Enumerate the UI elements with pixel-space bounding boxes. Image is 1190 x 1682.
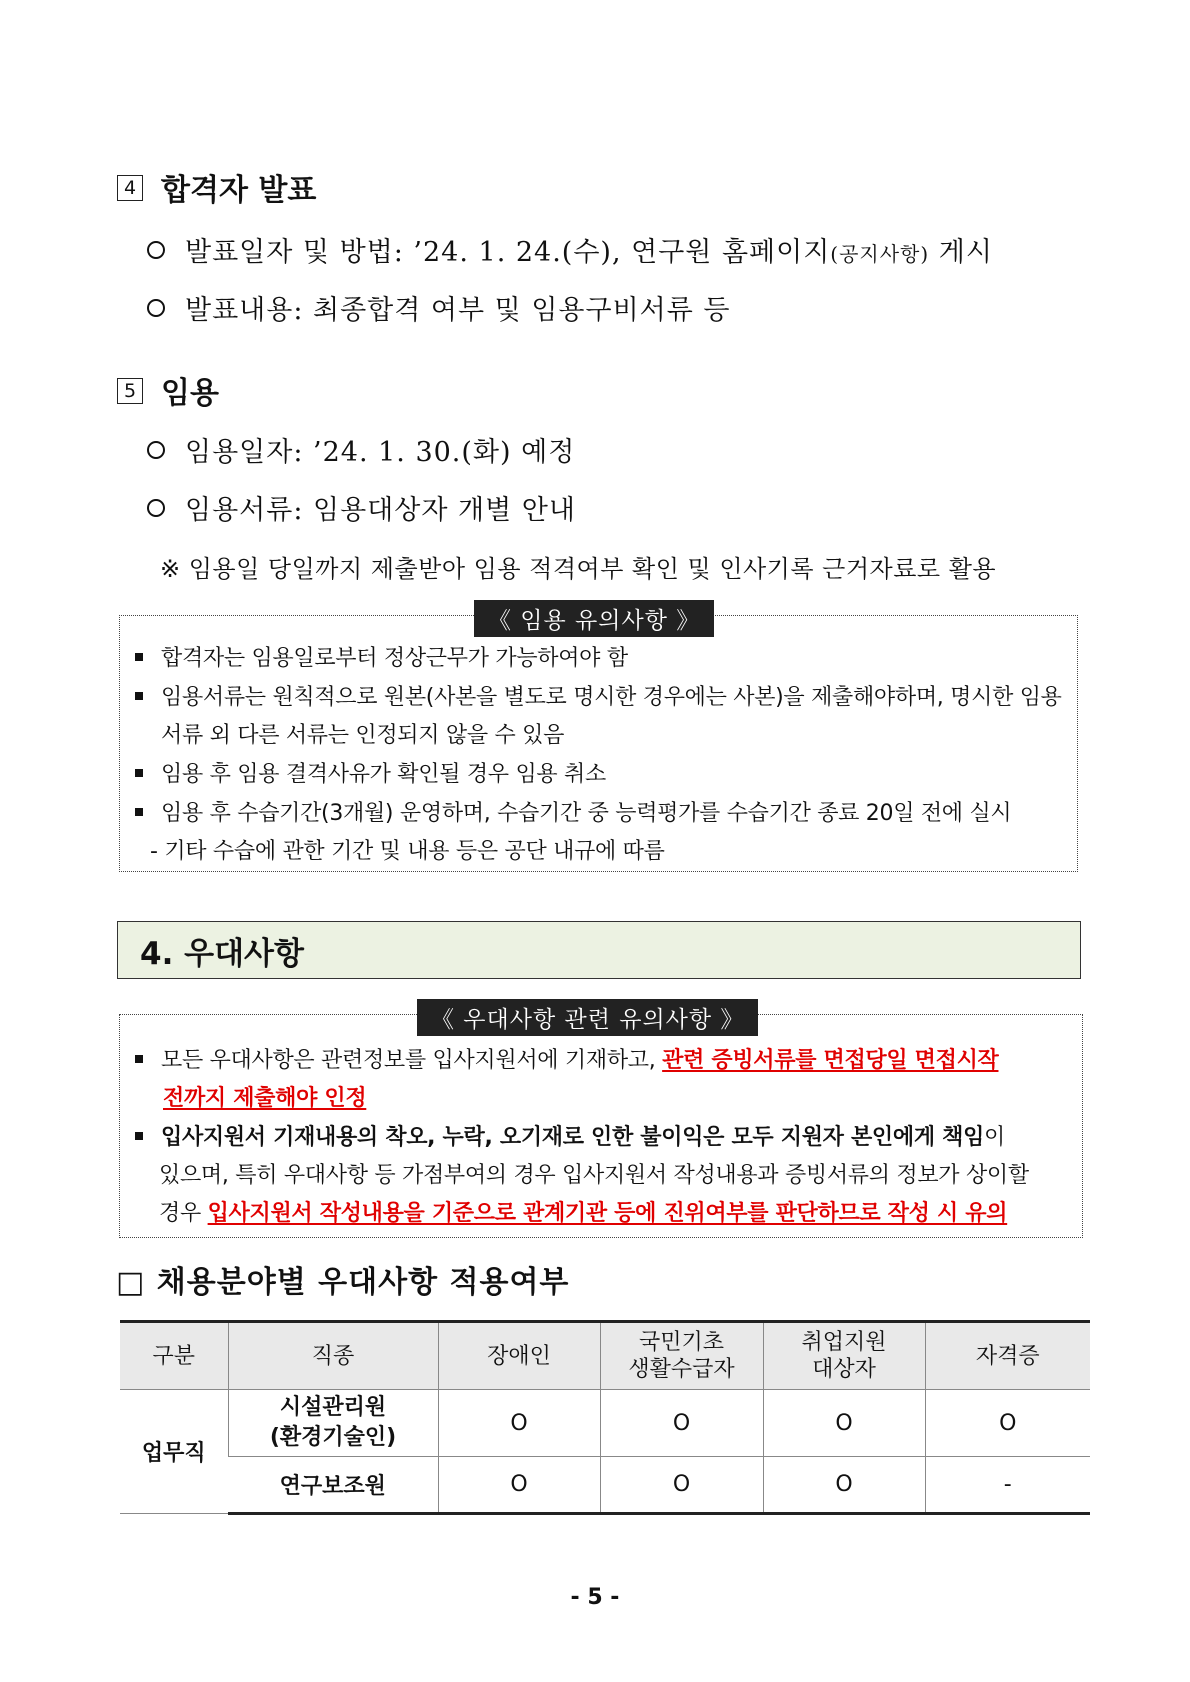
page-number: - 5 - <box>570 1585 620 1610</box>
job-cell: 시설관리원 (환경기술인) <box>228 1390 438 1457</box>
notice-item: 입사지원서 기재내용의 착오, 누락, 오기재로 인한 불이익은 모두 지원자 본인에게 책임이 <box>135 1120 1005 1151</box>
section-banner-title: 4. 우대사항 <box>140 936 304 972</box>
section-title: 합격자 발표 <box>161 173 317 208</box>
square-bullet-icon <box>135 769 143 777</box>
notice-item-continued: 있으며, 특히 우대사항 등 가점부여의 경우 입사지원서 작성내용과 증빙서류의 정보가 상이할 <box>159 1163 1029 1188</box>
notice-item: 임용서류는 원칙적으로 원본(사본을 별도로 명시한 경우에는 사본)을 제출해야하며, 명시한 임용 <box>135 680 1062 711</box>
notice-item: 임용 후 임용 결격사유가 확인될 경우 임용 취소 <box>135 757 606 788</box>
value-cell: O <box>600 1390 763 1457</box>
notice-item-continued: 서류 외 다른 서류는 인정되지 않을 수 있음 <box>161 723 565 748</box>
circle-bullet-icon <box>147 299 165 317</box>
value-cell: O <box>438 1457 600 1514</box>
square-bullet-icon <box>135 1132 143 1140</box>
list-item: 발표내용: 최종합격 여부 및 임용구비서류 등 <box>147 288 731 327</box>
circle-bullet-icon <box>147 499 165 517</box>
job-cell: 연구보조원 <box>228 1457 438 1514</box>
reference-note: ※ 임용일 당일까지 제출받아 임용 적격여부 확인 및 인사기록 근거자료로 활용 <box>160 555 997 583</box>
column-header: 자격증 <box>925 1322 1090 1390</box>
circle-bullet-icon <box>147 441 165 459</box>
column-header: 취업지원 대상자 <box>763 1322 925 1390</box>
square-bullet-icon <box>135 808 143 816</box>
notice-sub-item: - 기타 수습에 관한 기간 및 내용 등은 공단 내규에 따름 <box>150 839 665 864</box>
square-bullet-icon <box>135 653 143 661</box>
value-cell: O <box>763 1457 925 1514</box>
column-header: 직종 <box>228 1322 438 1390</box>
list-item: 임용서류: 임용대상자 개별 안내 <box>147 488 576 527</box>
value-cell: - <box>925 1457 1090 1514</box>
preference-table <box>120 1320 1090 1515</box>
list-item: 발표일자 및 방법: ’24. 1. 24.(수), 연구원 홈페이지(공지사항) 게시 <box>147 230 993 269</box>
value-cell: O <box>438 1390 600 1457</box>
value-cell: O <box>763 1390 925 1457</box>
section-banner <box>117 921 1081 979</box>
group-cell: 업무직 <box>120 1390 228 1514</box>
circle-bullet-icon <box>147 241 165 259</box>
table-header-row <box>120 1322 1090 1390</box>
table-row <box>120 1457 1090 1514</box>
section-4-heading <box>117 165 316 209</box>
notice-box-title: 《 임용 유의사항 》 <box>474 600 714 637</box>
preference-table-heading: □ 채용분야별 우대사항 적용여부 <box>116 1265 570 1300</box>
section-5-heading <box>117 368 219 412</box>
notice-item: 임용 후 수습기간(3개월) 운영하며, 수습기간 중 능력평가를 수습기간 종료 20일 전에 실시 <box>135 796 1011 827</box>
section-number-box: 4 <box>117 175 143 201</box>
notice-item-continued: 전까지 제출해야 인정 <box>163 1086 367 1111</box>
notice-item-continued: 경우 입사지원서 작성내용을 기준으로 관계기관 등에 진위여부를 판단하므로 작성 시 유의 <box>159 1201 1008 1226</box>
column-header: 장애인 <box>438 1322 600 1390</box>
notice-item: 모든 우대사항은 관련정보를 입사지원서에 기재하고, 관련 증빙서류를 면접당일 면접시작 <box>135 1043 998 1074</box>
column-header: 국민기초 생활수급자 <box>600 1322 763 1390</box>
value-cell: O <box>925 1390 1090 1457</box>
notice-box-title: 《 우대사항 관련 유의사항 》 <box>417 999 758 1036</box>
list-item: 임용일자: ’24. 1. 30.(화) 예정 <box>147 430 575 469</box>
section-number-box: 5 <box>117 378 143 404</box>
square-bullet-icon <box>135 1055 143 1063</box>
notice-item: 합격자는 임용일로부터 정상근무가 가능하여야 함 <box>135 641 628 672</box>
column-header: 구분 <box>120 1322 228 1390</box>
square-bullet-icon <box>135 692 143 700</box>
value-cell: O <box>600 1457 763 1514</box>
section-title: 임용 <box>161 376 219 411</box>
table-row <box>120 1390 1090 1457</box>
